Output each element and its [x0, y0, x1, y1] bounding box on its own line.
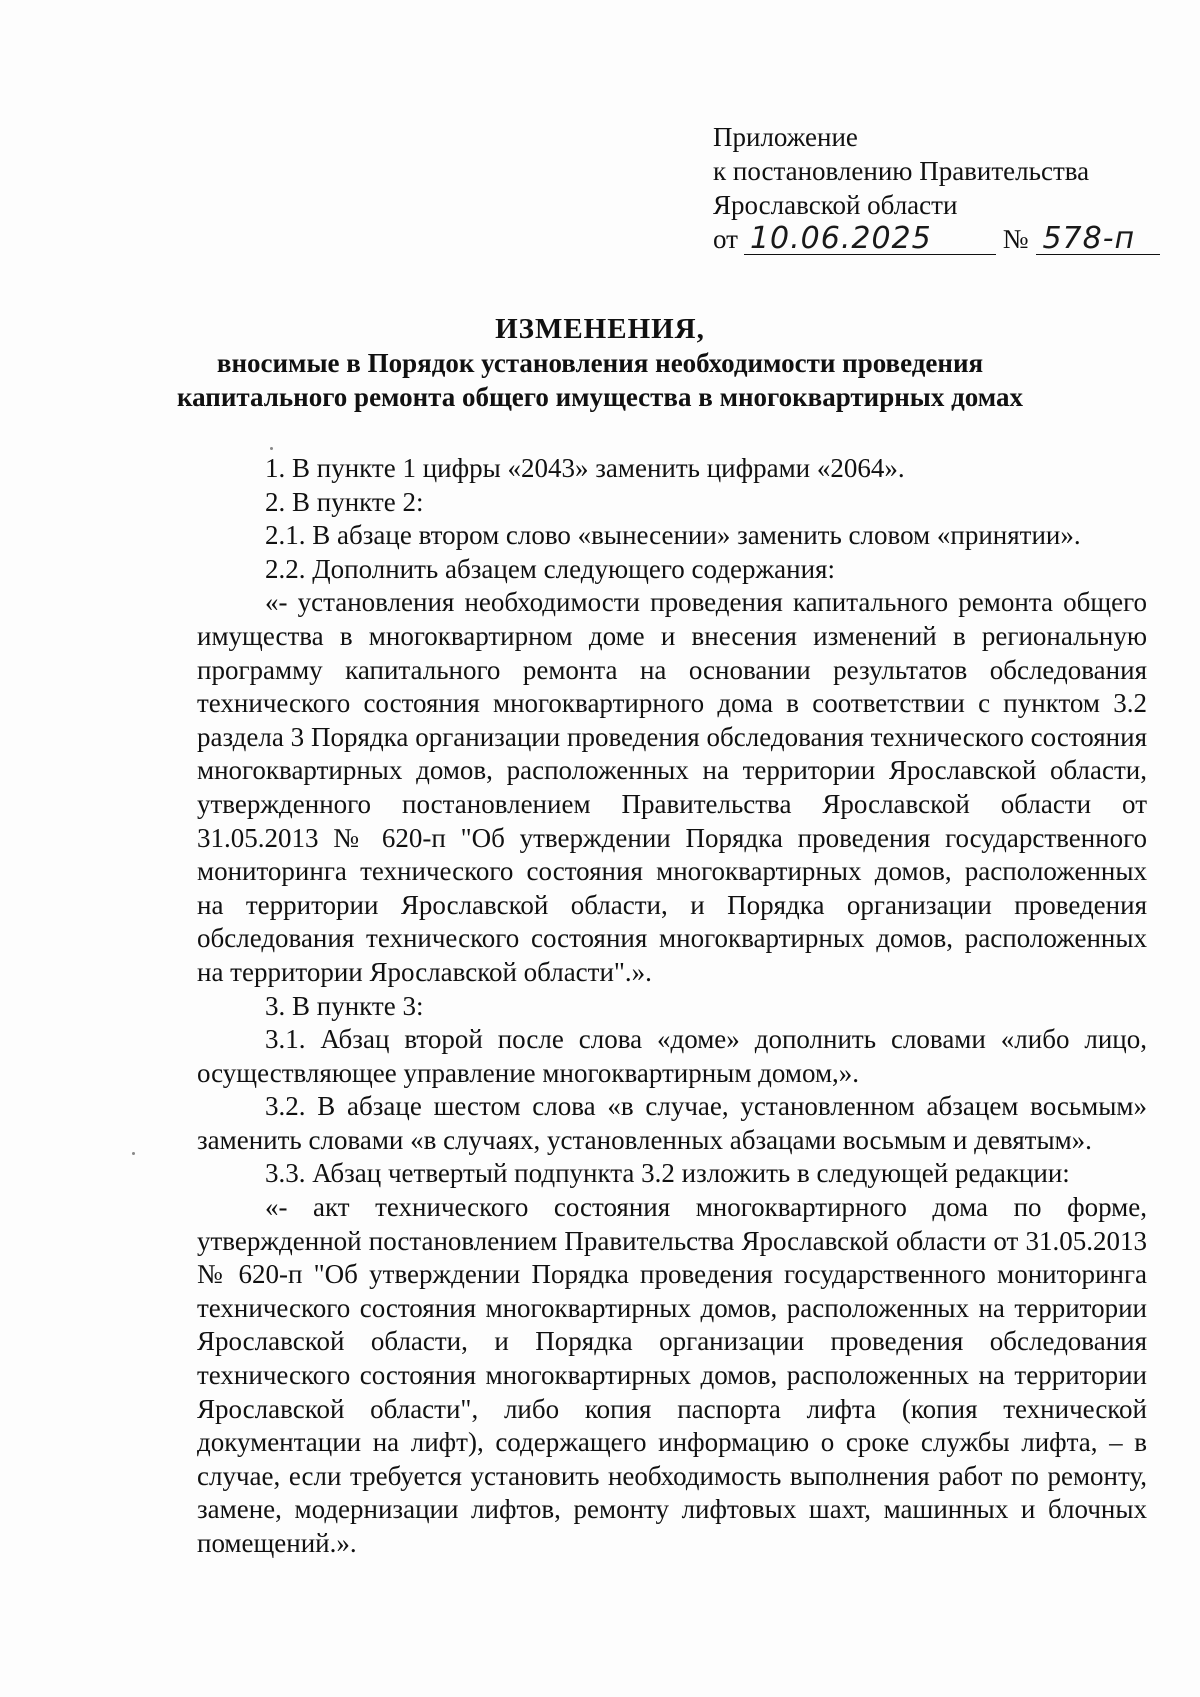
- paragraph-2-1: 2.1. В абзаце втором слово «вынесении» заменить словом «принятии».: [265, 520, 1081, 551]
- document-title: [0, 312, 1200, 414]
- handwritten-date: 10.06.2025: [749, 221, 932, 256]
- date-field: [744, 221, 996, 256]
- appendix-date-number: [713, 222, 1160, 256]
- handwritten-number: 578-п: [1042, 221, 1136, 256]
- document-body: [197, 452, 1147, 1561]
- paragraph-1: 1. В пункте 1 цифры «2043» заменить цифрами «2064».: [265, 453, 905, 483]
- title-subtitle-line-1: вносимые в Порядок установления необходимости проведения: [216, 348, 984, 378]
- paragraph-3-3-quote: «- акт технического состояния многоквартирного дома по форме, утвержденной постановлением Правительства Ярославской области от 31.05.2013 № 620-п "Об утверждении Порядка проведения государственного мониторинга технического состояния многоквартирных домов, расположенных на территории Ярославской области, и Порядка организации проведения обследования технического состояния многоквартирных домов, расположенных на территории Ярославской области", либо копия паспорта лифта (копия технической документации на лифт), содержащего информацию о сроке службы лифта, – в случае, если требуется установить необходимость выполнения работ по ремонту, замене, модернизации лифтов, ремонту лифтовых шахт, машинных и блочных помещений.».: [197, 1192, 1147, 1558]
- paragraph-3-1: 3.1. Абзац второй после слова «доме» дополнить словами «либо лицо, осуществляющее управление многоквартирным домом,».: [197, 1024, 1147, 1088]
- paragraph-3: 3. В пункте 3:: [265, 990, 424, 1021]
- appendix-block: [713, 120, 1160, 256]
- paragraph-2-2-quote: «- установления необходимости проведения капитального ремонта общего имущества в многоквартирном доме и внесения изменений в региональную программу капитального ремонта на основании результатов обследования технического состояния многоквартирного дома в соответствии с пунктом 3.2 раздела 3 Порядка организации проведения обследования технического состояния многоквартирных домов, расположенных на территории Ярославской области, утвержденного постановлением Правительства Ярославской области от 31.05.2013 № 620-п "Об утверждении Порядка проведения государственного мониторинга технического состояния многоквартирных домов, расположенных на территории Ярославской области, и Порядка организации проведения обследования технического состояния многоквартирных домов, расположенных на территории Ярославской области".».: [197, 587, 1147, 987]
- paragraph-2: 2. В пункте 2:: [265, 486, 424, 517]
- scan-speck: [270, 447, 273, 450]
- paragraph-3-3: 3.3. Абзац четвертый подпункта 3.2 изложить в следующей редакции:: [265, 1158, 1070, 1189]
- date-prefix: от: [713, 224, 738, 254]
- appendix-resolution: к постановлению Правительства: [713, 156, 1090, 186]
- paragraph-3-2: 3.2. В абзаце шестом слова «в случае, установленном абзацем восьмым» заменить словами «в случаях, установленных абзацами восьмым и девятым».: [197, 1091, 1147, 1155]
- appendix-region: Ярославской области: [713, 190, 958, 220]
- appendix-label: Приложение: [713, 122, 858, 152]
- number-field: [1036, 221, 1160, 256]
- number-prefix: №: [1002, 224, 1029, 254]
- title-subtitle-line-2: капитального ремонта общего имущества в многоквартирных домах: [177, 382, 1023, 412]
- paragraph-2-2: 2.2. Дополнить абзацем следующего содержания:: [265, 553, 835, 584]
- title-main: ИЗМЕНЕНИЯ,: [495, 313, 705, 345]
- scan-speck: [132, 1152, 135, 1155]
